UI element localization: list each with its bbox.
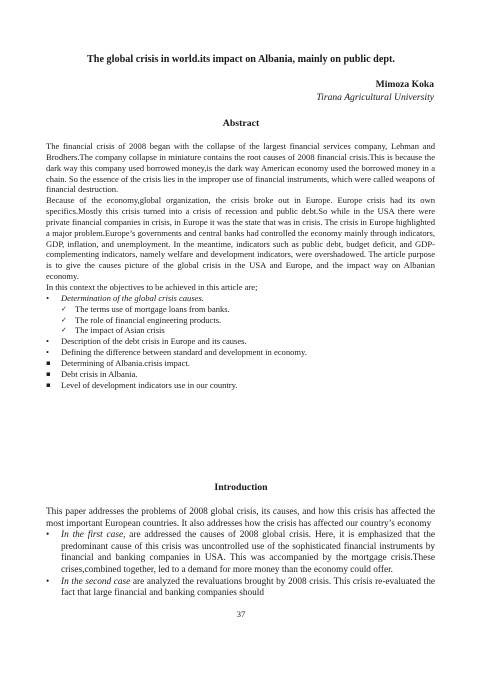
bullet-text: are analyzed the revaluations brought by 2008 crisis. This crisis re-evaluated the fact that large financial and banking companies should — [61, 576, 435, 599]
introduction-bullet — [46, 530, 435, 576]
objective-item: ▪ Determining of Albania.crisis impact. — [46, 358, 435, 369]
objective-item: • Description of the debt crisis in Europe and its causes. — [46, 336, 435, 347]
bullet-lead: In the first case — [61, 530, 124, 541]
introduction-bullet — [46, 577, 435, 600]
objective-item: • Determination of the global crisis causes. — [46, 293, 435, 304]
abstract-paragraph: In this context the objectives to be achieved in this article are; — [46, 281, 258, 292]
objective-subitem: ✓ The impact of Asian crisis — [46, 325, 435, 336]
introduction-list — [46, 530, 435, 600]
objective-subitem: ✓ The role of financial engineering products. — [46, 315, 435, 326]
author-affiliation: Tirana Agricultural University — [316, 91, 434, 103]
author-name: Mimoza Koka — [375, 79, 434, 90]
abstract-paragraph: Because of the economy,global organization, the crisis broke out in Europe. Europe crisis had its own specifics.Mostly this crisis turned into a crisis of recession and public debt.So while in the USA there were private financial companies in crisis, in Europe it was the state that was in crisis. The crisis in Europe highlighted a major problem.Europe’s governments and central banks had controlled the economy mainly through indicators, GDP, inflation, and unemployment. In the meantime, indicators such as public debt, budget deficit, and GDP-complementing indicators, namely welfare and development indicators, were overshadowed. The article purpose is to give the causes picture of the global crisis in the USA and Europe, and the impact way on Albanian economy. — [46, 195, 435, 282]
objectives-list — [46, 293, 435, 391]
bullet-lead: In the second case — [61, 576, 131, 587]
introduction-heading: Introduction — [214, 482, 268, 493]
author-block — [316, 79, 434, 104]
objective-item: ▪ Level of development indicators use in our country. — [46, 380, 435, 391]
bullet-text: , are addressed the causes of 2008 global crisis. Here, it is emphasized that the predominant cause of this crisis was uncontrolled use of the sophisticated financial instruments by financial and banking companies in USA. This was accompanied by the mortgage crisis.These crises,combined together, led to a demand for more money than the economy could offer. — [61, 530, 435, 575]
abstract-body — [46, 141, 435, 390]
objective-item: ▪ Debt crisis in Albania. — [46, 369, 435, 380]
page-number: 37 — [236, 609, 246, 619]
objective-subitem: ✓ The terms use of mortgage loans from banks. — [46, 304, 435, 315]
paper-title: The global crisis in world.its impact on Albania, mainly on public dept. — [87, 54, 395, 65]
abstract-paragraph: The financial crisis of 2008 began with the collapse of the largest financial services company, Lehman and Brodhers.The company collapse in miniature contains the root causes of 2008 financial crisis.This is because the dark way this company used borrowed money,is the dark way American economy used the borrowed money in a chain. So the essence of the crisis lies in the improper use of financial instruments, which were called weapons of financial destruction. — [46, 141, 435, 195]
objective-item: • Defining the difference between standard and development in economy. — [46, 347, 435, 358]
abstract-heading: Abstract — [222, 118, 260, 129]
introduction-body — [46, 507, 435, 600]
introduction-paragraph: This paper addresses the problems of 2008 global crisis, its causes, and how this crisis has affected the most important European countries. It also addresses how the crisis has affected our country’s economy — [46, 507, 435, 529]
